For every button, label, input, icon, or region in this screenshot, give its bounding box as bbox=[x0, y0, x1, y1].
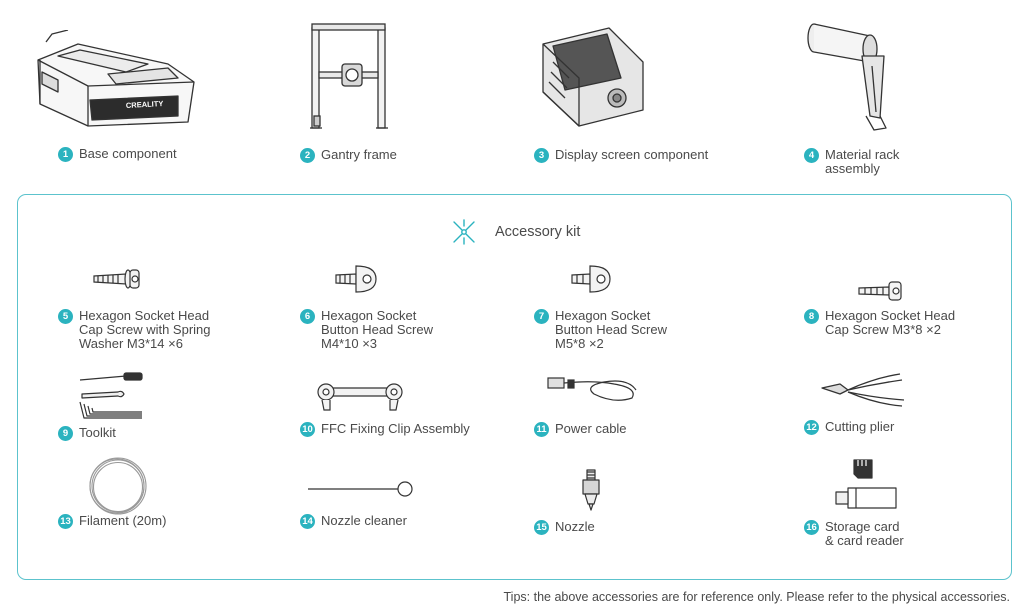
accessory-label-8: 8 Hexagon Socket Head Cap Screw M3*8 ×2 bbox=[804, 309, 955, 337]
material-rack-illustration bbox=[800, 16, 895, 132]
accessory-label-15: 15 Nozzle bbox=[534, 520, 595, 535]
accessory-label-12: 12 Cutting plier bbox=[804, 420, 894, 435]
number-badge: 15 bbox=[534, 520, 549, 535]
accessory-label-6: 6 Hexagon Socket Button Head Screw M4*10 ×3 bbox=[300, 309, 433, 351]
accessory-kit-title: Accessory kit bbox=[495, 224, 581, 240]
power-cable-illustration bbox=[544, 372, 642, 404]
cutting-plier-illustration bbox=[818, 370, 910, 410]
ffc-clip-illustration bbox=[312, 378, 408, 412]
filament-coil-illustration bbox=[86, 454, 150, 518]
accessory-label-13: 13 Filament (20m) bbox=[58, 514, 166, 529]
number-badge: 8 bbox=[804, 309, 819, 324]
component-label-base: 1 Base component bbox=[58, 147, 177, 162]
nozzle-illustration bbox=[580, 468, 602, 512]
toolkit-illustration bbox=[78, 372, 146, 420]
storage-card-reader-illustration bbox=[832, 458, 898, 512]
tips-note: Tips: the above accessories are for reference only. Please refer to the physical accessories. bbox=[503, 590, 1010, 604]
gantry-frame-illustration bbox=[300, 20, 410, 135]
accessory-label-11: 11 Power cable bbox=[534, 422, 627, 437]
number-badge: 1 bbox=[58, 147, 73, 162]
number-badge: 6 bbox=[300, 309, 315, 324]
number-badge: 5 bbox=[58, 309, 73, 324]
cap-screw-m3-illustration bbox=[855, 278, 907, 304]
number-badge: 3 bbox=[534, 148, 549, 163]
button-head-screw-m5-illustration bbox=[568, 262, 614, 296]
accessory-label-14: 14 Nozzle cleaner bbox=[300, 514, 407, 529]
brand-logo-text: CREALITY bbox=[125, 99, 164, 110]
number-badge: 10 bbox=[300, 422, 315, 437]
display-screen-illustration bbox=[535, 22, 650, 132]
number-badge: 2 bbox=[300, 148, 315, 163]
base-component-illustration bbox=[28, 30, 198, 128]
component-label-material-rack: 4 Material rack assembly bbox=[804, 148, 899, 176]
accessory-label-7: 7 Hexagon Socket Button Head Screw M5*8 ×2 bbox=[534, 309, 667, 351]
nozzle-cleaner-illustration bbox=[306, 478, 414, 500]
accessory-label-5: 5 Hexagon Socket Head Cap Screw with Spring Washer M3*14 ×6 bbox=[58, 309, 211, 351]
number-badge: 9 bbox=[58, 426, 73, 441]
accessory-kit-icon bbox=[450, 218, 478, 246]
number-badge: 13 bbox=[58, 514, 73, 529]
cap-screw-spring-washer-illustration bbox=[90, 264, 142, 294]
number-badge: 4 bbox=[804, 148, 819, 163]
number-badge: 12 bbox=[804, 420, 819, 435]
accessory-label-10: 10 FFC Fixing Clip Assembly bbox=[300, 422, 470, 437]
component-label-gantry: 2 Gantry frame bbox=[300, 148, 397, 163]
accessory-label-16: 16 Storage card & card reader bbox=[804, 520, 904, 548]
number-badge: 16 bbox=[804, 520, 819, 535]
component-label-display: 3 Display screen component bbox=[534, 148, 708, 163]
accessory-label-9: 9 Toolkit bbox=[58, 426, 116, 441]
button-head-screw-m4-illustration bbox=[332, 262, 378, 296]
number-badge: 14 bbox=[300, 514, 315, 529]
number-badge: 7 bbox=[534, 309, 549, 324]
number-badge: 11 bbox=[534, 422, 549, 437]
